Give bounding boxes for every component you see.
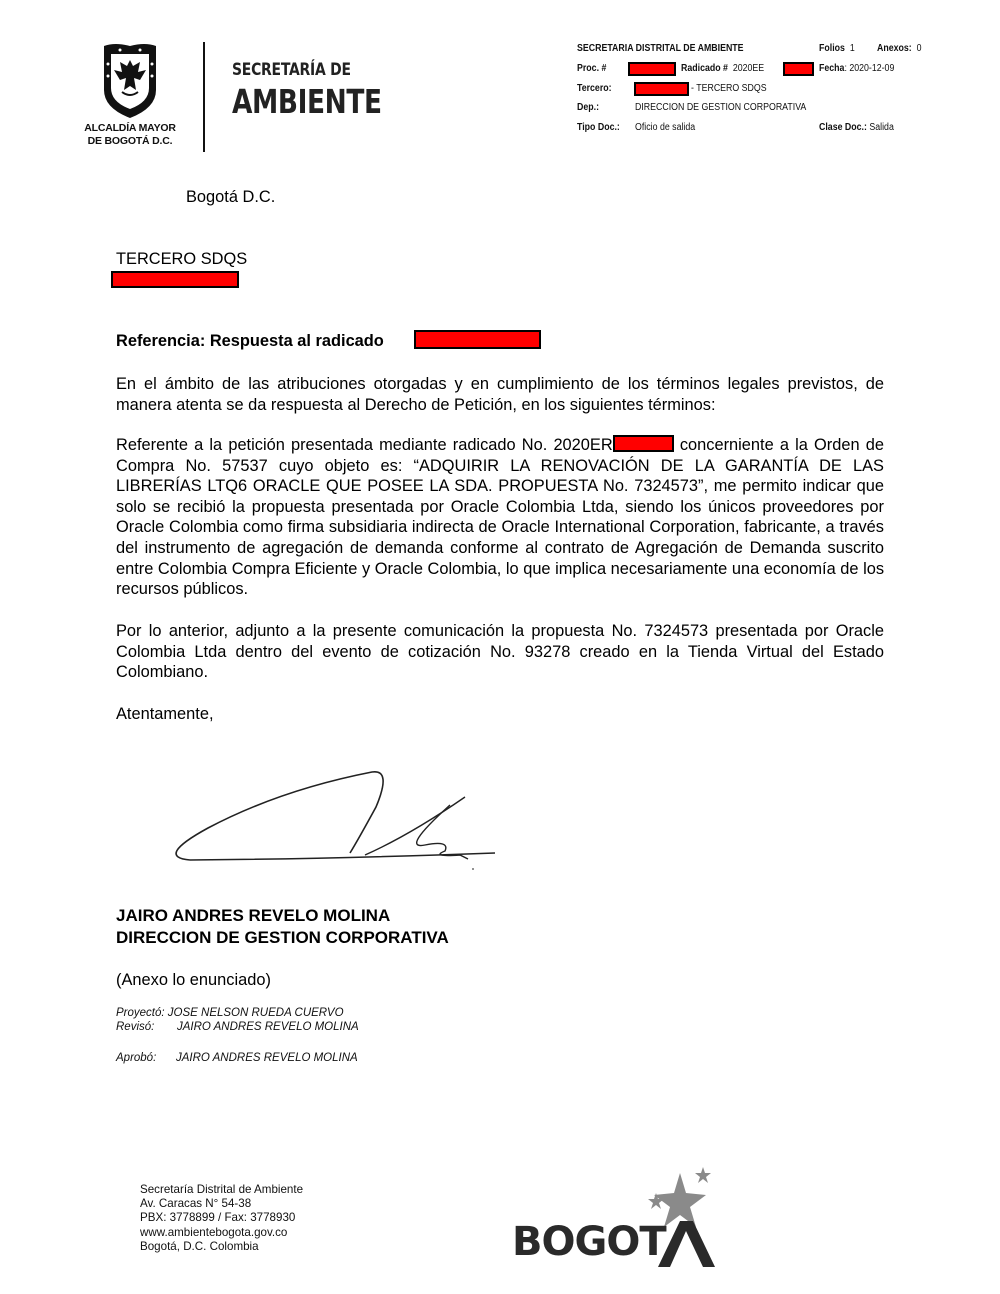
signer-department: DIRECCION DE GESTION CORPORATIVA — [116, 928, 449, 947]
reviso-value: JAIRO ANDRES REVELO MOLINA — [177, 1021, 359, 1033]
footer-line-address: Av. Caracas N° 54-38 — [140, 1197, 252, 1211]
bogota-city-logo — [508, 1163, 718, 1273]
clase-doc-label: Clase Doc.: — [819, 122, 867, 133]
logo-text-line2: DE BOGOTÁ D.C. — [87, 135, 173, 147]
paragraph-2 — [116, 435, 884, 600]
tercero-value: - TERCERO SDQS — [691, 83, 767, 94]
aprobo-label: Aprobó: — [116, 1052, 157, 1064]
city-line: Bogotá D.C. — [186, 188, 276, 206]
bogota-coat-of-arms-logo — [100, 42, 160, 120]
entity-name: SECRETARIA DISTRITAL DE AMBIENTE — [577, 43, 744, 54]
secretaria-logo-line2: AMBIENTE — [232, 82, 382, 121]
paragraph-2-start: Referente a la petición presentada mediante radicado No. 2020ER — [116, 436, 613, 454]
redacted-radicado-number — [783, 62, 814, 76]
proyecto-value: JOSE NELSON RUEDA CUERVO — [167, 1007, 344, 1019]
footer-line-website: www.ambientebogota.gov.co — [140, 1225, 288, 1239]
reviso-line — [116, 1020, 154, 1034]
folios-value: 1 — [849, 43, 855, 54]
anexos-label: Anexos: — [877, 43, 912, 54]
footer-line-entity: Secretaría Distrital de Ambiente — [140, 1183, 304, 1196]
proyecto-line — [116, 1006, 344, 1020]
fecha-label: Fecha — [819, 63, 845, 74]
proyecto-label: Proyectó: — [116, 1007, 165, 1019]
dep-label: Dep.: — [577, 102, 599, 113]
paragraph-2-rest: concerniente a la Orden de Compra No. 57537 cuyo objeto es: “ADQUIRIR LA RENOVACIÓN DE LA GARANTÍA DE LAS LIBRERÍAS LTQ6 ORACLE QUE POSEE LA SDA. PROPUESTA No. 7324573”, me permito indicar que solo se recibió la propuesta presentada por Oracle Colombia Ltda, siendo los únicos proveedores por Oracle Colombia como firma subsidiaria indirecta de Oracle International Corporation, fabricante, a través del instrumento de agregación de demanda conforme al contrato de Agregación de Demanda suscrito entre Colombia Compra Eficiente y Oracle Colombia, lo que implica necesariamente una economía de los recursos públicos. — [116, 436, 885, 599]
footer-address — [140, 1183, 303, 1254]
small-star-icon — [695, 1167, 711, 1183]
bogota-logo-text: BOGOT — [512, 1219, 666, 1265]
folios-label: Folios — [819, 43, 845, 54]
footer-line-city: Bogotá, D.C. Colombia — [140, 1239, 259, 1253]
dep-value: DIRECCION DE GESTION CORPORATIVA — [635, 102, 807, 113]
fecha-value: : 2020-12-09 — [844, 63, 895, 74]
header-divider — [203, 42, 205, 152]
recipient-name: TERCERO SDQS — [116, 250, 248, 268]
reviso-label: Revisó: — [116, 1021, 155, 1033]
anexos-value: 0 — [916, 43, 922, 54]
alcaldia-logo-text — [80, 122, 180, 148]
redacted-reference-radicado — [414, 330, 541, 349]
tercero-label: Tercero: — [577, 83, 612, 94]
tipo-doc-value: Oficio de salida — [635, 122, 696, 133]
redacted-petition-number — [613, 435, 674, 452]
radicado-label: Radicado # — [681, 63, 728, 74]
signer-name: JAIRO ANDRES REVELO MOLINA — [116, 906, 391, 925]
paragraph-3: Por lo anterior, adjunto a la presente comunicación la propuesta No. 7324573 presentada por Oracle Colombia Ltda dentro del evento de cotización No. 93278 creado en la Tienda Virtual del Estado Colombiano. — [116, 622, 884, 682]
aprobo-value: JAIRO ANDRES REVELO MOLINA — [176, 1052, 358, 1064]
tipo-doc-label: Tipo Doc.: — [577, 122, 620, 133]
secretaria-logo-line1: SECRETARÍA DE — [232, 60, 351, 80]
footer-line-phone: PBX: 3778899 / Fax: 3778930 — [140, 1211, 296, 1225]
redacted-recipient-address — [111, 271, 239, 288]
paragraph-1: En el ámbito de las atribuciones otorgadas y en cumplimiento de los términos legales previstos, de manera atenta se da respuesta al Derecho de Petición, en los siguientes términos: — [116, 375, 884, 414]
redacted-tercero-id — [634, 82, 689, 96]
aprobo-line — [116, 1051, 156, 1065]
closing: Atentamente, — [116, 705, 214, 723]
annex-note: (Anexo lo enunciado) — [116, 971, 271, 989]
reference-line — [116, 331, 384, 352]
clase-doc-value: Salida — [869, 122, 894, 133]
radicado-prefix: 2020EE — [732, 63, 765, 74]
redacted-proc-number — [628, 62, 676, 76]
handwritten-signature — [110, 755, 510, 880]
logo-text-line1: ALCALDÍA MAYOR — [84, 122, 176, 134]
proc-label: Proc. # — [577, 63, 607, 74]
reference-label: Referencia: Respuesta al radicado — [116, 332, 384, 350]
